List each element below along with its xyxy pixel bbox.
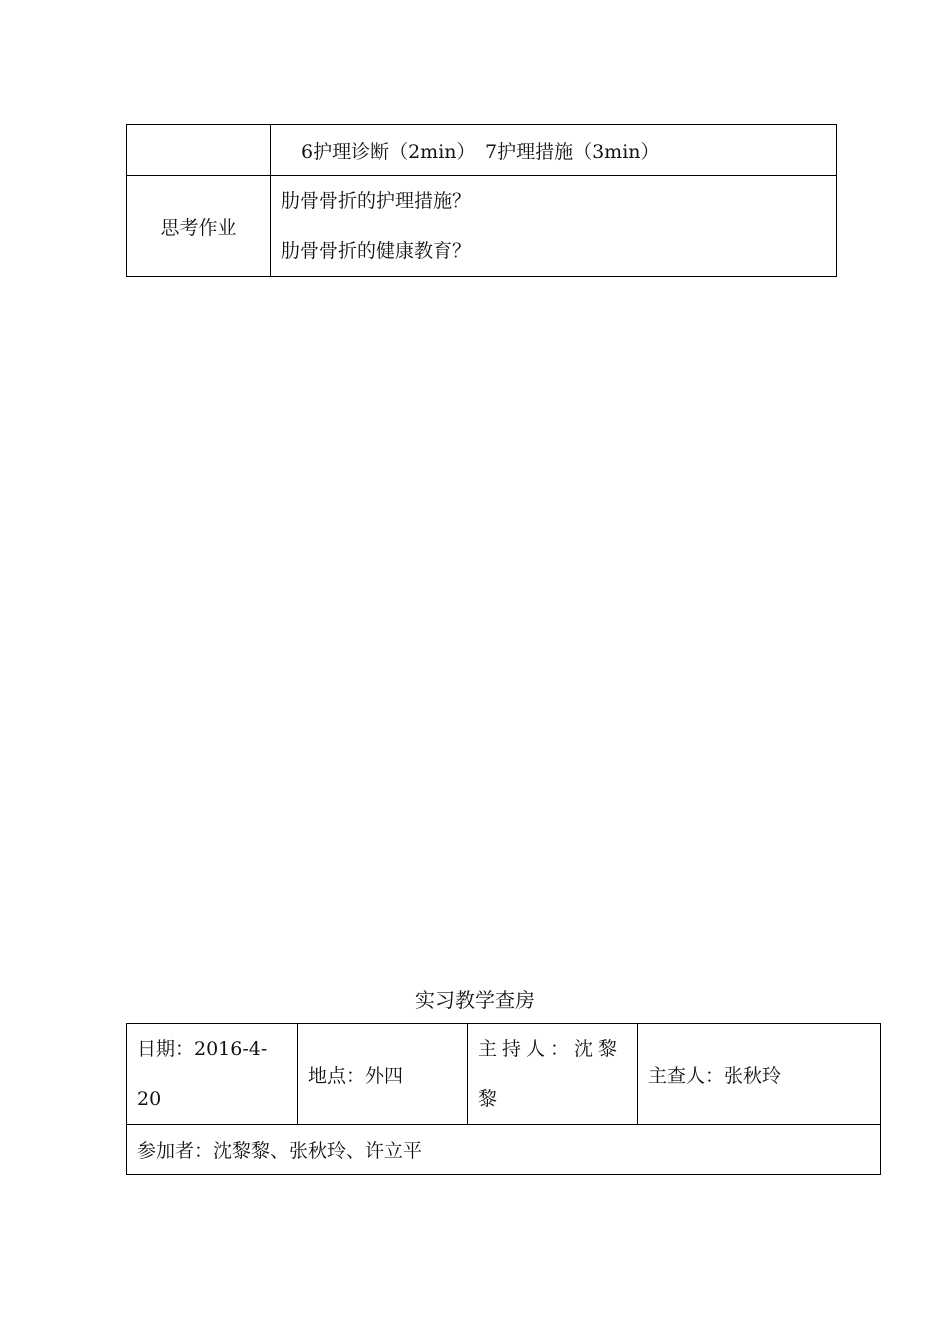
host-line-2: 黎	[478, 1088, 503, 1110]
host-line-1: 主持人：沈黎	[478, 1038, 623, 1060]
homework-question: 肋骨骨折的健康教育？	[281, 240, 472, 262]
ward-round-info-table	[126, 1023, 881, 1175]
table-row	[127, 1125, 881, 1175]
checker-cell: 主查人：张秋玲	[638, 1024, 881, 1125]
empty-label-cell	[127, 125, 271, 176]
teaching-plan-table	[126, 124, 837, 277]
homework-label: 思考作业	[127, 176, 271, 277]
host-cell	[468, 1024, 638, 1125]
date-line-2: 20	[137, 1088, 162, 1110]
homework-questions-cell	[271, 176, 837, 277]
section-title: 实习教学查房	[415, 988, 535, 1012]
place-cell: 地点：外四	[298, 1024, 468, 1125]
steps-cell: 6护理诊断（2min） 7护理措施（3min）	[271, 125, 837, 176]
table-row	[127, 176, 837, 277]
table-row	[127, 1024, 881, 1125]
date-line-1: 日期：2016-4-	[137, 1038, 268, 1060]
participants-cell: 参加者：沈黎黎、张秋玲、许立平	[127, 1125, 881, 1175]
table-row	[127, 125, 837, 176]
homework-question: 肋骨骨折的护理措施？	[281, 190, 472, 212]
date-cell	[127, 1024, 298, 1125]
